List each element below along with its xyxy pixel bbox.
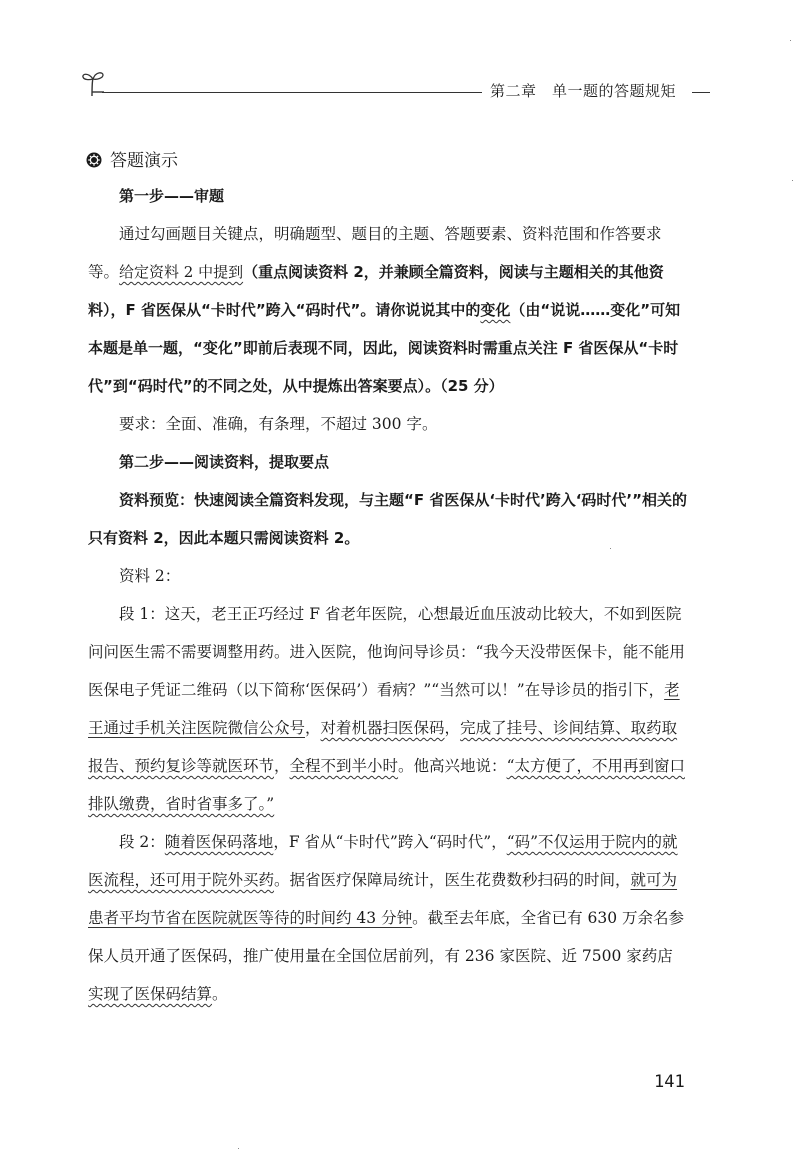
step1-intro: 通过勾画题目关键点，明确题型、题目的主题、答题要素、资料范围和作答要求等。 — [88, 225, 662, 281]
question-text: （重点阅读资料 2，并兼顾全篇资料，阅读与主题相关的其他资料），F 省医保从“卡时代”跨入“码时代”。请你说说其中的 — [88, 263, 664, 319]
requirement: 要求：全面、准确，有条理，不超过 300 字。 — [119, 415, 438, 433]
para1-text: ， — [274, 757, 290, 775]
question-paragraph — [88, 253, 688, 405]
gear-bullet-icon — [86, 152, 102, 168]
question-analysis: （由“说说……变化”可知本题是单一题，“变化”即前后表现不同，因此，阅读资料时需重点关注 F 省医保从“卡时代”到“码时代”的不同之处，从中提炼出答案要点）。（25 分） — [88, 301, 681, 395]
para1-highlight: 对着机器扫医保码 — [320, 719, 445, 737]
step2-heading: 第二步——阅读资料，提取要点 — [119, 453, 330, 471]
header-rule-left — [102, 92, 482, 93]
page-number: 141 — [654, 1072, 685, 1092]
para2-highlight: “码”不仅运用于院内的就医流程，还可用于院外买药 — [88, 833, 678, 889]
running-header — [80, 68, 710, 104]
material-label: 资料 2： — [119, 567, 181, 585]
material-preview: 资料预览：快速阅读全篇资料发现，与主题“F 省医保从‘卡时代’跨入‘码时代’”相关的只有资料 2，因此本题只需阅读资料 2。 — [88, 491, 687, 547]
para2-text: 。截至去年底，全省已有 630 万余名参保人员开通了医保码，推广使用量在全国位居前列，有 236 家医院、近 7500 家药店 — [88, 909, 685, 965]
para1-highlight: 老王通过手机关注医院微信公众号 — [88, 681, 680, 737]
para2-highlight: 随着医保码落地 — [164, 833, 274, 851]
para1-text: 。他高兴地说： — [398, 757, 507, 775]
step1-heading: 第一步——审题 — [119, 187, 225, 205]
para2-text: 段 2： — [119, 833, 165, 851]
para1-highlight: 全程不到半小时 — [289, 757, 399, 775]
para2-text: 。 — [212, 985, 228, 1003]
para1-text: ， — [444, 719, 461, 737]
section-title: 答题演示 — [110, 151, 178, 171]
para2-highlight: 实现了医保码结算 — [88, 985, 213, 1003]
chapter-title: 第二章 单一题的答题规矩 — [490, 82, 677, 100]
para2-highlight: 就可为患者平均节省在医院就医等待的时间约 43 分钟 — [88, 871, 678, 927]
para2-text: ，F 省从“卡时代”跨入“码时代”， — [273, 833, 507, 851]
material-paragraph-1 — [88, 595, 688, 823]
question-ref: 给定资料 2 中提到 — [119, 263, 244, 281]
question-keyword: 变化 — [480, 301, 511, 319]
para1-text: ， — [305, 719, 321, 737]
header-rule-right — [692, 92, 710, 93]
section-heading — [86, 146, 178, 171]
para1-text: 段 1：这天，老王正巧经过 F 省老年医院，心想最近血压波动比较大，不如到医院问问医生需不需要调整用药。进入医院，他询问导诊员：“我今天没带医保卡，能不能用医保电子凭证二维码（以下简称‘医保码’）看病？”“当然可以！”在导诊员的指引下， — [88, 605, 685, 699]
para1-highlight: “太方便了，不用再到窗口排队缴费，省时省事多了。” — [88, 757, 685, 813]
scan-speck — [610, 548, 611, 549]
scan-speck — [792, 180, 793, 181]
sprout-icon — [80, 68, 106, 98]
scan-speck — [790, 40, 791, 41]
para2-text: 。据省医疗保障局统计，医生花费数秒扫码的时间， — [274, 871, 631, 889]
scan-speck — [238, 1148, 239, 1149]
material-paragraph-2 — [88, 823, 688, 1013]
para1-highlight: 完成了挂号、诊间结算、取药取报告、预约复诊等就医环节 — [88, 719, 678, 775]
